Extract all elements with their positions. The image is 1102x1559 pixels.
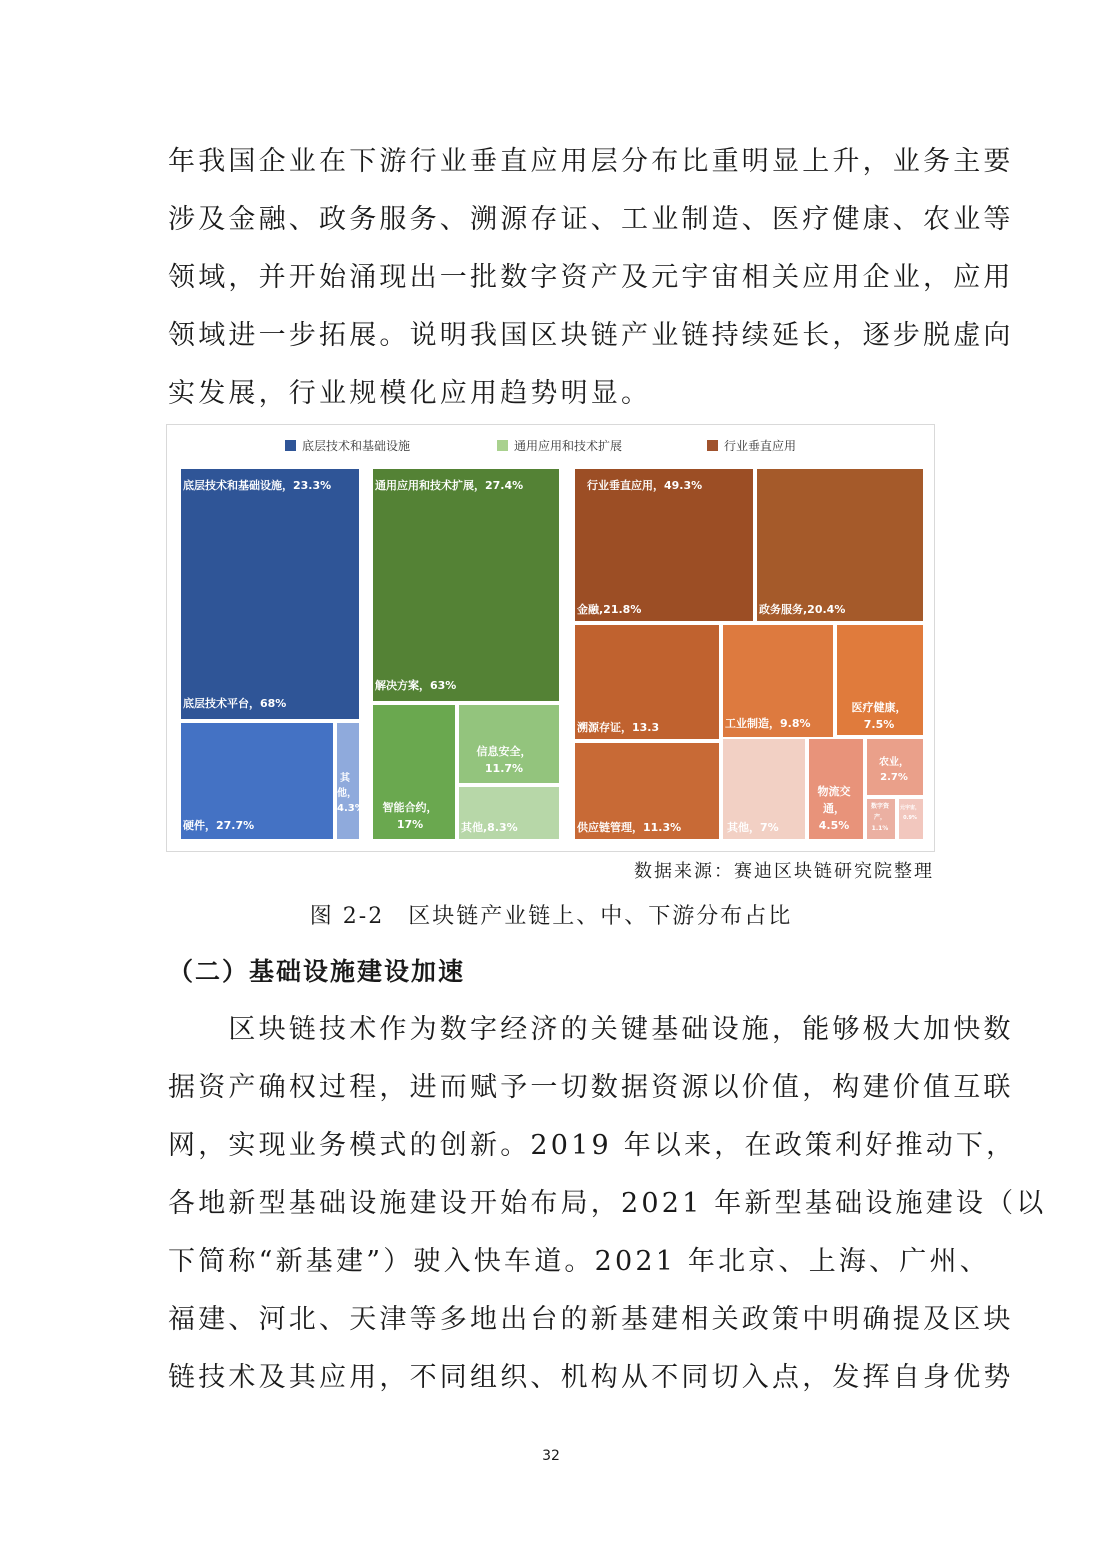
legend-label: 行业垂直应用: [724, 439, 797, 453]
tile-label: 其他，4.3%: [337, 773, 365, 814]
legend-item: [707, 437, 796, 454]
text-line: 涉及金融、政务服务、溯源存证、工业制造、医疗健康、农业等: [168, 204, 1014, 235]
tile-label: 信息安全，11.7%: [476, 745, 532, 775]
treemap-tile: [755, 467, 925, 623]
treemap-plot: [179, 467, 925, 841]
legend-item: [285, 437, 410, 454]
treemap-chart: [166, 424, 935, 852]
text-line: 链技术及其应用，不同组织、机构从不同切入点，发挥自身优势: [168, 1362, 1014, 1393]
treemap-tile: [371, 467, 561, 703]
text-line: 据资产确权过程，进而赋予一切数据资源以价值，构建价值互联: [168, 1072, 1014, 1103]
group-label: 底层技术和基础设施，23.3%: [183, 479, 332, 492]
tile-label: 物流交通，4.5%: [817, 785, 851, 832]
paragraph-top: [168, 133, 1014, 423]
tile-label: 元宇宙，0.9%: [899, 805, 920, 821]
text-line: 各地新型基础设施建设开始布局，2021 年新型基础设施建设（以: [168, 1188, 1047, 1219]
tile-label: 工业制造，9.8%: [725, 717, 811, 730]
section-heading: （二）基础设施建设加速: [168, 957, 466, 986]
group-label: 通用应用和技术扩展，27.4%: [375, 479, 524, 492]
chart-legend: [167, 433, 934, 455]
text-line: 区块链技术作为数字经济的关键基础设施，能够极大加快数: [168, 1014, 1014, 1045]
legend-swatch: [497, 440, 508, 451]
legend-label: 通用应用和技术扩展: [514, 439, 623, 453]
text-line: 领域进一步拓展。说明我国区块链产业链持续延长，逐步脱虚向: [168, 320, 1014, 351]
data-source: 数据来源：赛迪区块链研究院整理: [634, 861, 934, 882]
tile-label: 其他,8.3%: [461, 821, 518, 834]
figure-caption: 图 2-2 区块链产业链上、中、下游分布占比: [309, 904, 793, 929]
tile-label: 解决方案，63%: [375, 679, 457, 692]
text-line: 领域，并开始涌现出一批数字资产及元宇宙相关应用企业，应用: [168, 262, 1014, 293]
tile-label: 硬件，27.7%: [183, 819, 255, 832]
text-line: 年我国企业在下游行业垂直应用层分布比重明显上升，业务主要: [168, 146, 1014, 177]
tile-label: 供应链管理，11.3%: [577, 821, 682, 834]
treemap-tile: [179, 467, 361, 721]
tile-label: 溯源存证，13.3: [577, 721, 660, 734]
tile-label: 数字资产，1.1%: [870, 803, 889, 832]
tile-label: 其他，7%: [727, 821, 779, 834]
legend-swatch: [707, 440, 718, 451]
tile-label: 金融,21.8%: [577, 603, 642, 616]
text-line: 下简称“新基建”）驶入快车道。2021 年北京、上海、广州、: [168, 1246, 990, 1277]
tile-label: 政务服务,20.4%: [759, 603, 846, 616]
legend-label: 底层技术和基础设施: [302, 439, 411, 453]
group-label: 行业垂直应用，49.3%: [587, 479, 703, 492]
tile-label: 智能合约，17%: [382, 801, 438, 831]
text-line: 实发展，行业规模化应用趋势明显。: [168, 378, 652, 409]
tile-label: 农业，2.7%: [879, 757, 909, 783]
tile-label: 底层技术平台，68%: [183, 697, 287, 710]
tile-label: 医疗健康，7.5%: [851, 701, 907, 731]
paragraph-bottom: [168, 1001, 1047, 1407]
page-number: 32: [542, 1448, 560, 1464]
text-line: 福建、河北、天津等多地出台的新基建相关政策中明确提及区块: [168, 1304, 1014, 1335]
legend-swatch: [285, 440, 296, 451]
legend-item: [497, 437, 622, 454]
text-line: 网，实现业务模式的创新。2019 年以来，在政策利好推动下，: [168, 1130, 1017, 1161]
